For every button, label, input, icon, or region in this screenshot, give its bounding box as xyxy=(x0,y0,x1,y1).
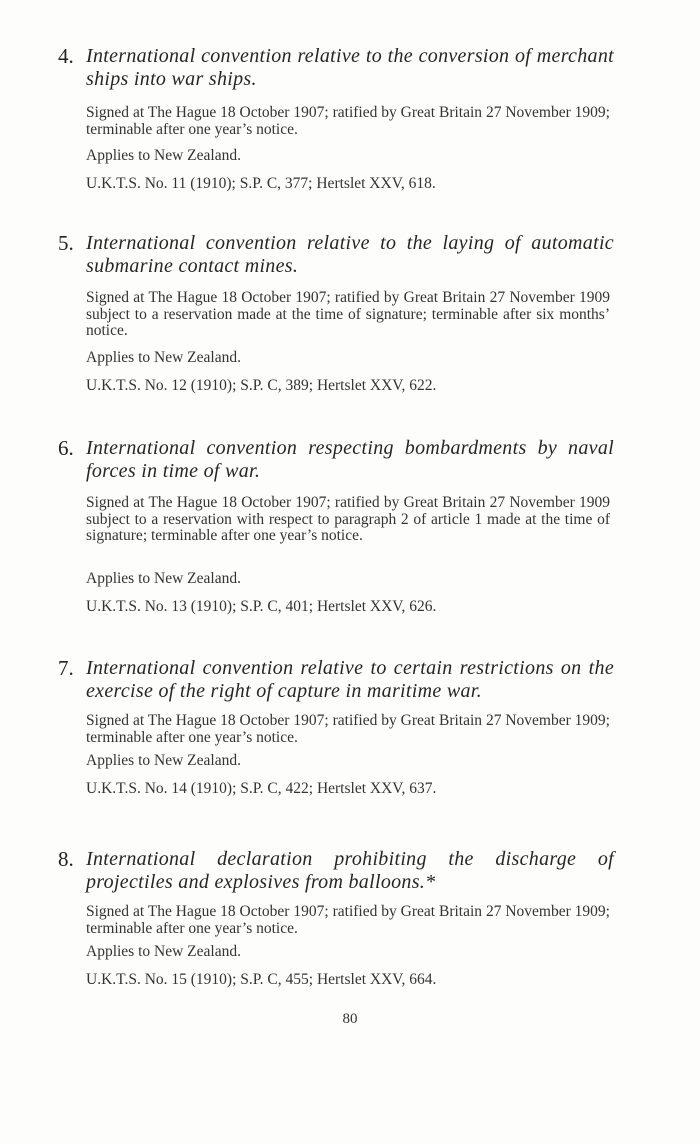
entry-number: 6. xyxy=(58,436,74,460)
entry-number: 7. xyxy=(58,656,74,680)
entry-signed-text: Signed at The Hague 18 October 1907; ratified by Great Britain 27 November 1909 subject to a reservation made at the time of signature; terminable after six months’ notice. xyxy=(86,289,610,339)
entry-title: International convention relative to certain restrictions on the exercise of the right of capture in maritime war. xyxy=(86,657,614,702)
entry-signed-text: Signed at The Hague 18 October 1907; ratified by Great Britain 27 November 1909; terminable after one year’s notice. xyxy=(86,104,610,138)
entry-applies: Applies to New Zealand. xyxy=(86,943,241,960)
entry-references: U.K.T.S. No. 11 (1910); S.P. C, 377; Hertslet XXV, 618. xyxy=(86,175,436,192)
page-number: 80 xyxy=(342,1011,358,1027)
entry-number: 4. xyxy=(58,44,74,68)
entry-references: U.K.T.S. No. 12 (1910); S.P. C, 389; Hertslet XXV, 622. xyxy=(86,377,437,394)
entry-title: International declaration prohibiting the discharge of projectiles and explosives from balloons.* xyxy=(86,848,614,893)
entry-applies: Applies to New Zealand. xyxy=(86,570,241,587)
entry-references: U.K.T.S. No. 14 (1910); S.P. C, 422; Hertslet XXV, 637. xyxy=(86,780,437,797)
entry-number: 8. xyxy=(58,847,74,871)
entry-title: International convention relative to the laying of automatic submarine contact mines. xyxy=(86,232,614,277)
entry-signed-text: Signed at The Hague 18 October 1907; ratified by Great Britain 27 November 1909 subject to a reservation with respect to paragraph 2 of article 1 made at the time of signature; terminable after one year’s notice. xyxy=(86,494,610,544)
entry-applies: Applies to New Zealand. xyxy=(86,752,241,769)
entry-applies: Applies to New Zealand. xyxy=(86,349,241,366)
entry-signed-text: Signed at The Hague 18 October 1907; ratified by Great Britain 27 November 1909; terminable after one year’s notice. xyxy=(86,903,610,937)
entry-signed-text: Signed at The Hague 18 October 1907; ratified by Great Britain 27 November 1909; terminable after one year’s notice. xyxy=(86,712,610,746)
entry-references: U.K.T.S. No. 15 (1910); S.P. C, 455; Hertslet XXV, 664. xyxy=(86,971,437,988)
entry-applies: Applies to New Zealand. xyxy=(86,147,241,164)
entry-references: U.K.T.S. No. 13 (1910); S.P. C, 401; Hertslet XXV, 626. xyxy=(86,598,437,615)
entry-number: 5. xyxy=(58,231,74,255)
entry-title: International convention relative to the conversion of merchant ships into war ships. xyxy=(86,45,614,90)
entry-title: International convention respecting bombardments by naval forces in time of war. xyxy=(86,437,614,482)
